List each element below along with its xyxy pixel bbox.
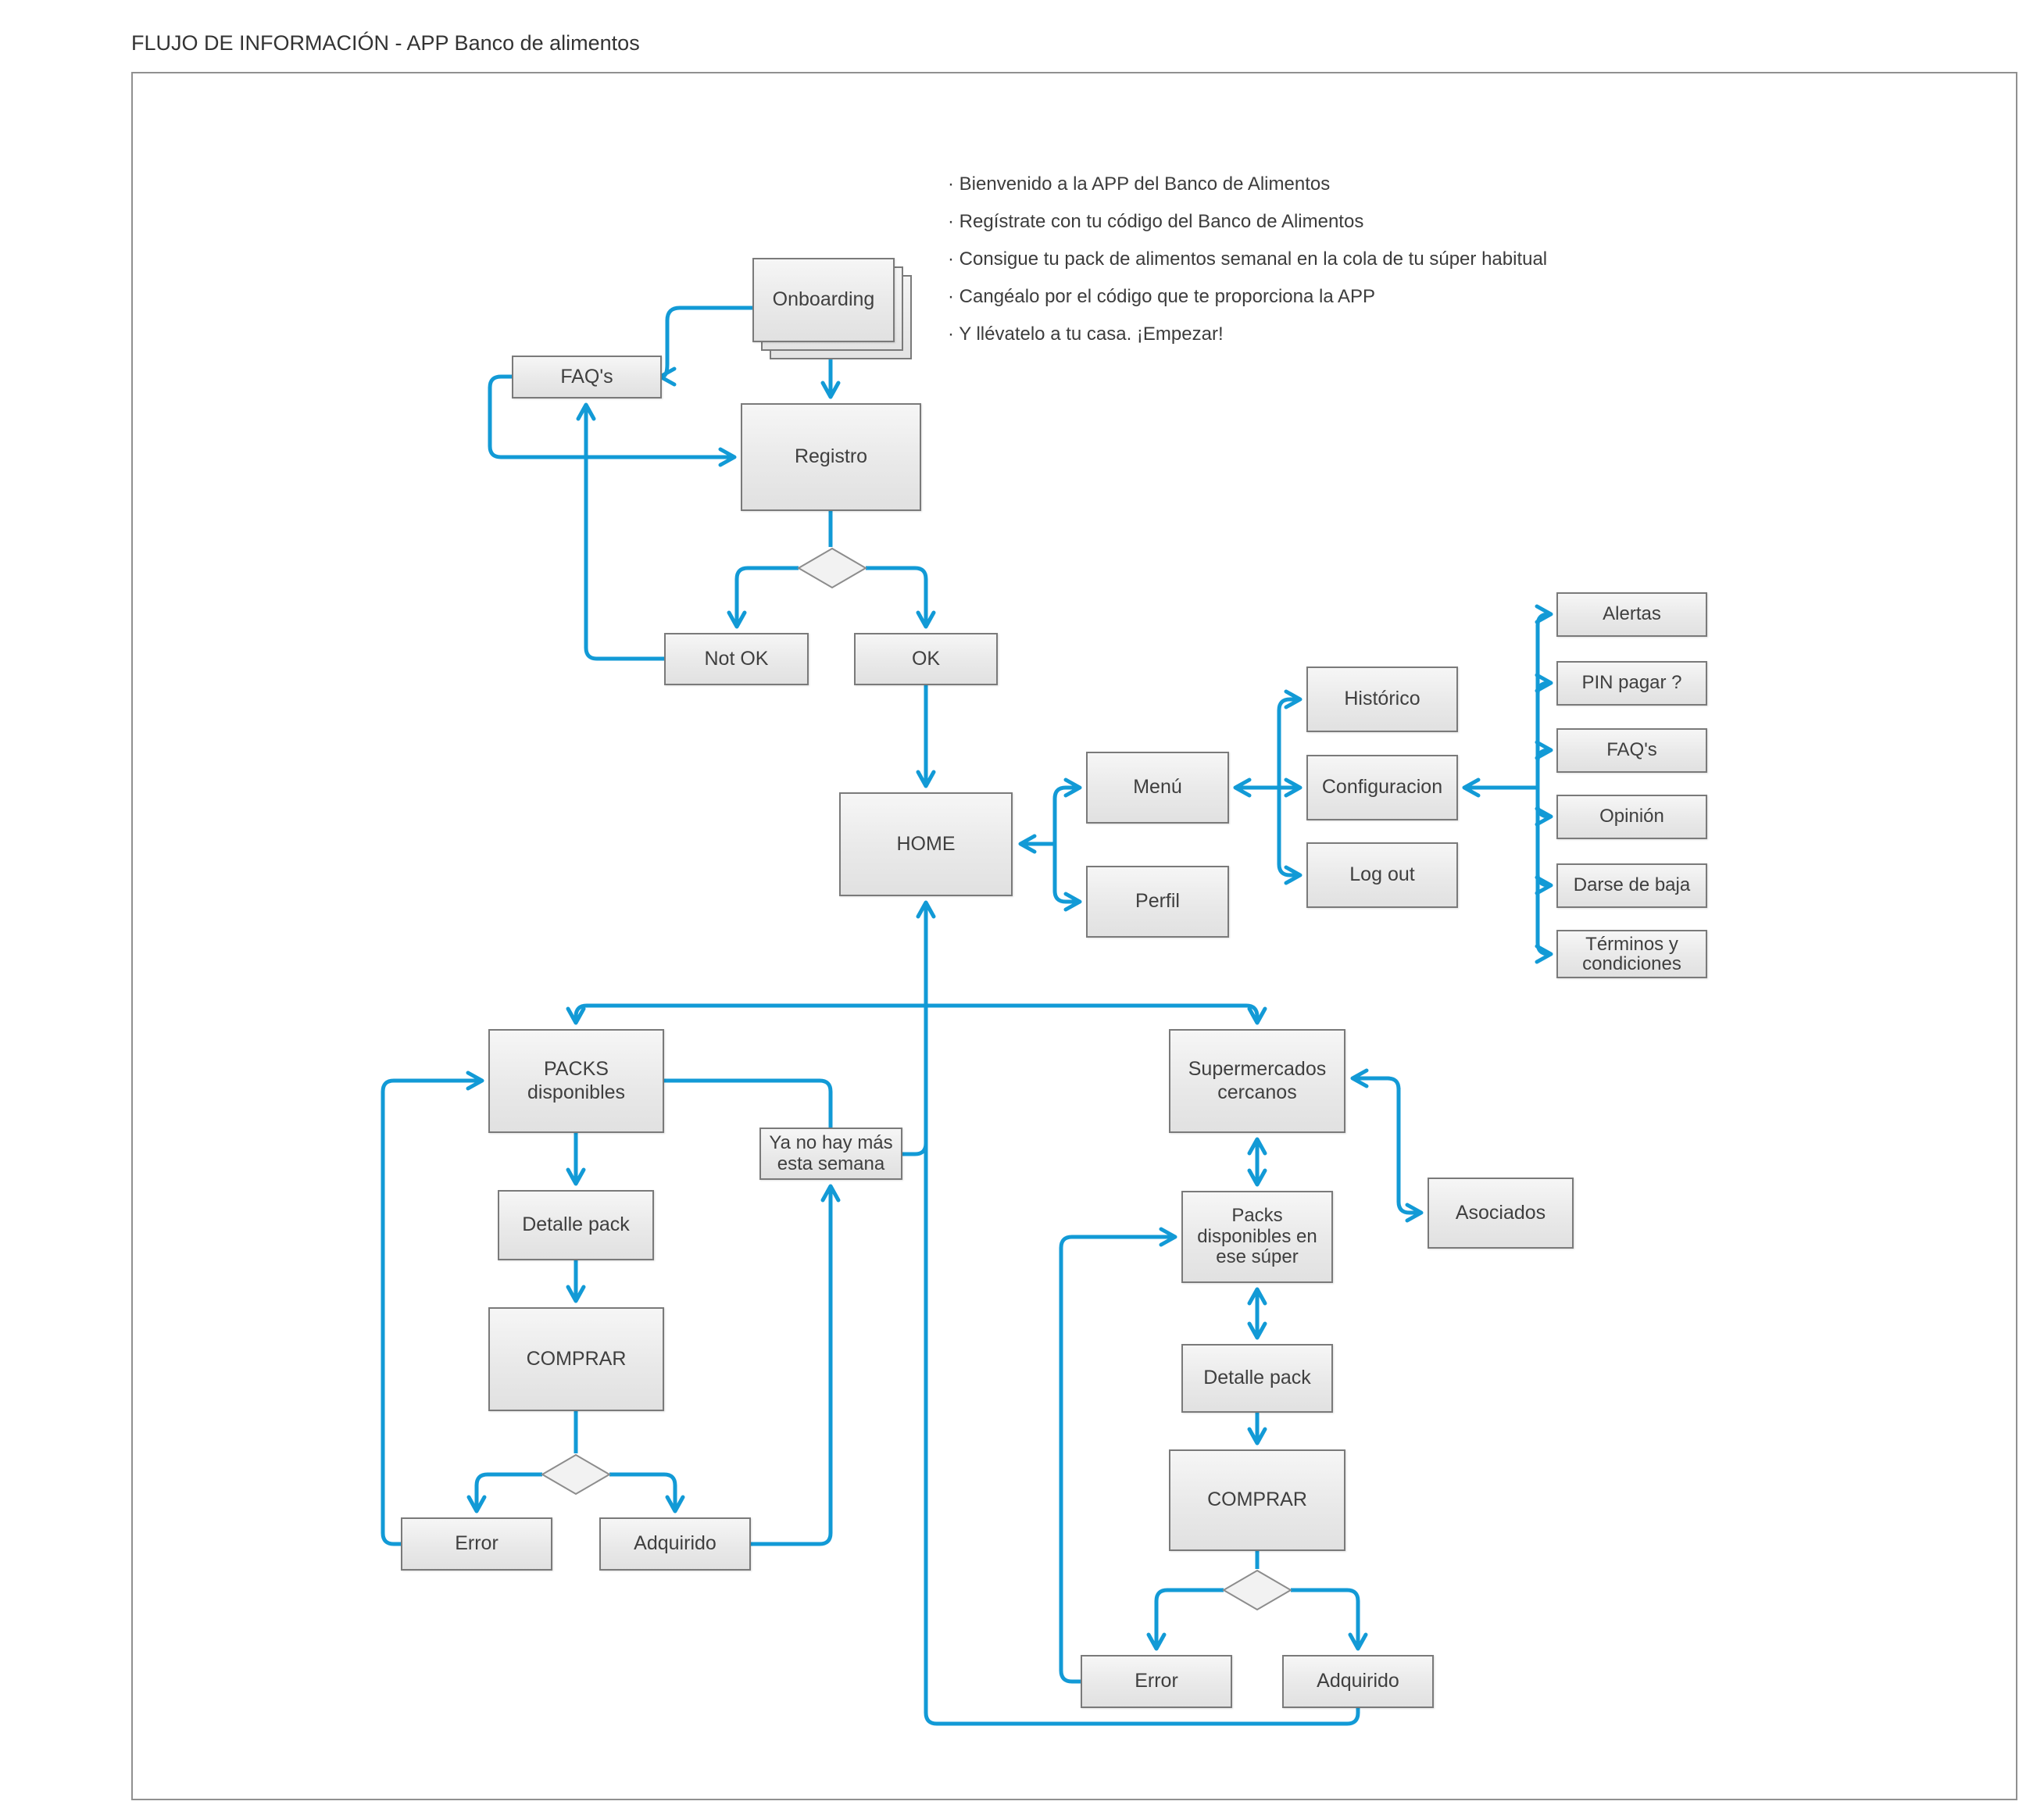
node-not-ok: Not OK — [664, 633, 809, 685]
bullet-item: · Cangéalo por el código que te proporciona la APP — [948, 286, 1376, 307]
node-comprar-right: COMPRAR — [1169, 1449, 1345, 1551]
node-home: HOME — [839, 792, 1013, 896]
node-historico: Histórico — [1306, 667, 1458, 732]
node-ok: OK — [854, 633, 998, 685]
node-registro: Registro — [741, 403, 921, 511]
node-darse-baja: Darse de baja — [1556, 863, 1707, 908]
bullet-item: · Bienvenido a la APP del Banco de Alimentos — [948, 173, 1331, 195]
node-ya-no-hay: Ya no hay más esta semana — [759, 1128, 902, 1180]
decision-diamond-comprar-left — [542, 1455, 609, 1494]
node-onboarding: Onboarding — [752, 258, 895, 342]
node-asociados: Asociados — [1428, 1178, 1574, 1249]
bullet-item: · Y llévatelo a tu casa. ¡Empezar! — [948, 323, 1224, 345]
page-title: FLUJO DE INFORMACIÓN - APP Banco de alimentos — [131, 31, 640, 55]
intro-bullet-list — [948, 173, 1547, 345]
node-packs-super: Packs disponibles en ese súper — [1181, 1191, 1333, 1283]
node-error-right: Error — [1081, 1655, 1232, 1708]
node-faqs-top: FAQ's — [512, 356, 662, 398]
node-menu: Menú — [1086, 752, 1229, 824]
node-terminos: Términos y condiciones — [1556, 930, 1707, 978]
node-detalle-pack-left: Detalle pack — [498, 1190, 654, 1260]
node-detalle-pack-right: Detalle pack — [1181, 1344, 1333, 1413]
decision-diamond-comprar-right — [1224, 1571, 1291, 1610]
bullet-item: · Regístrate con tu código del Banco de Alimentos — [948, 211, 1364, 232]
bullet-item: · Consigue tu pack de alimentos semanal en la cola de tu súper habitual — [948, 248, 1548, 270]
node-error-left: Error — [401, 1517, 552, 1571]
node-comprar-left: COMPRAR — [488, 1307, 664, 1411]
node-alertas: Alertas — [1556, 592, 1707, 637]
node-packs-disponibles: PACKS disponibles — [488, 1029, 664, 1133]
node-pin-pagar: PIN pagar ? — [1556, 661, 1707, 706]
node-logout: Log out — [1306, 842, 1458, 908]
node-faqs-right: FAQ's — [1556, 728, 1707, 773]
decision-diamond-registro — [799, 549, 866, 588]
node-opinion: Opinión — [1556, 795, 1707, 839]
node-adquirido-left: Adquirido — [599, 1517, 751, 1571]
node-configuracion: Configuracion — [1306, 755, 1458, 820]
node-perfil: Perfil — [1086, 866, 1229, 938]
node-adquirido-right: Adquirido — [1282, 1655, 1434, 1708]
node-supermercados: Supermercados cercanos — [1169, 1029, 1345, 1133]
